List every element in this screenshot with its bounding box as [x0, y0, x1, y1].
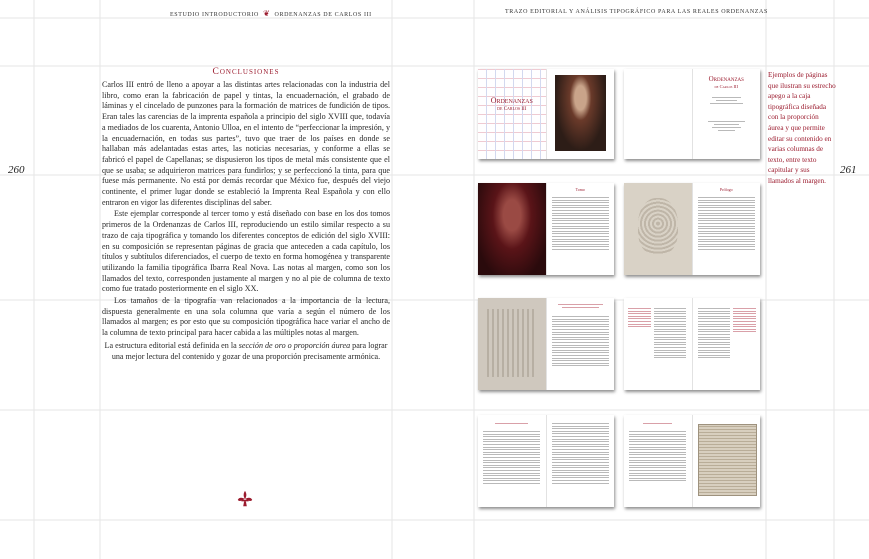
thumb-page: [692, 415, 761, 507]
closing-before: La estructura editorial está definida en la: [104, 340, 239, 350]
thumb-text-lines: [552, 197, 609, 251]
header-book-part: ESTUDIO INTRODUCTORIO: [170, 12, 259, 18]
thumb-engraving: [487, 309, 536, 377]
thumb-text-lines: [483, 431, 540, 485]
page-number-right: 261: [840, 164, 857, 176]
spread-title: [624, 69, 760, 159]
spread-engraving: [478, 298, 614, 390]
thumb-title-page-heading: Ordenanzas: [708, 75, 744, 83]
paragraph: Los tamaños de la tipografía van relacionados a la importancia de la lectura, dispuesta generalmente en una sola columna que varía a según el número de los llamados al margen; es por esto que su composición tipográfica hace variar el ancho de la columna de texto principal para hacer cabida a las múltiples notas al margen.: [102, 296, 390, 338]
thumb-chapter-title: Prólogo: [719, 187, 733, 192]
running-header-right: TRAZO EDITORIAL Y ANÁLISIS TIPOGRÁFICO PARA LAS REALES ORDENANZAS: [505, 9, 768, 15]
thumb-text-lines: [552, 316, 609, 368]
fleur-de-lis-icon: [236, 490, 254, 508]
spread-portrait: [478, 183, 614, 275]
thumb-note-lines: [733, 308, 756, 334]
closing-paragraph: [102, 341, 390, 362]
spread-manuscript: [624, 415, 760, 507]
thumb-text-lines: [654, 308, 686, 360]
thumb-heading-lines: [483, 423, 540, 426]
thumb-heading-lines: [552, 304, 609, 310]
page-number-left: 260: [8, 164, 25, 176]
thumb-page: [546, 69, 615, 159]
thumb-portrait-image: [555, 75, 607, 151]
thumb-heading-lines: [629, 423, 686, 426]
thumb-chapter-title: Tomo: [575, 187, 585, 192]
thumb-page: [478, 69, 546, 159]
thumb-text-lines: [698, 121, 755, 133]
thumb-note-lines: [628, 308, 651, 329]
thumb-page: [546, 298, 615, 390]
body-text: [102, 80, 390, 363]
thumb-title-page-sub: de Carlos III: [714, 84, 739, 89]
thumb-page: [692, 298, 761, 390]
thumb-page: [692, 183, 761, 275]
thumb-text-lines: [552, 423, 609, 485]
thumb-page: [624, 183, 692, 275]
ornament-icon: ❦: [263, 9, 271, 18]
thumb-text-lines: [698, 308, 730, 360]
paragraph: Este ejemplar corresponde al tercer tomo y está diseñado con base en los dos tomos primeros de la Ordenanzas de Carlos III, reproduciendo un estilo similar respecto a su trazo de caja tipográfica y tomando los diferentes conceptos de edición del siglo XVIII: en su composición se representan páginas de gracia que anteceden a cada capítulo, los títulos y subtítulos diferenciados, el cuerpo de texto en forma homogénea y transparente utilizando la familia tipográfica Ibarra Real Nova. Las notas al margen, como son los llamados del texto, corresponden justamente al margen y no al pie de columna de texto como fue tratado posteriormente en el siglo XX.: [102, 209, 390, 294]
paragraph: Carlos III entró de lleno a apoyar a las distintas artes relacionadas con la industria del libro, como eran la fabricación de papel y tintas, la encuadernación, el grabado de láminas y el cincelado de punzones para la formación de matrices de fundición de tipos. Eran tales las carencias de la imprenta española a principio del siglo XVIII que, todavía a mediados de los cuarenta, Antonio Ulloa, en el intento de “perfeccionar la impresión, y la encuadernación, en todas sus partes”, tuvo que traer de los países en donde se hallaban más adelantadas estas artes, las noticias necesarias, y conforme a ellas se fabricó el papel de Capellanas; se dispusieron los tipos de metal más consistente que el que se usaba; se adquirieron matrices para fundirlos; y se perfeccionó la tinta, para que fuese más permanente. No está por demás recordar que México fue, después del viejo continente, el primer lugar donde se estableció la Imprenta Real Española y con ello entraron en vigor las diferentes disciplinas del saber.: [102, 80, 390, 207]
closing-after: para lograr una mejor lectura del contenido y gozar de una proporción precisamente armónica.: [111, 340, 388, 361]
spread-margin-notes: [624, 298, 760, 390]
thumb-cover-subtitle: de Carlos III: [497, 107, 527, 112]
thumb-page: [624, 69, 692, 159]
thumb-page: [478, 183, 546, 275]
spread-cover: [478, 69, 614, 159]
thumb-page: [692, 69, 761, 159]
running-header-left: [170, 9, 370, 18]
spread-arms: [624, 183, 760, 275]
thumb-page: [624, 415, 692, 507]
thumb-page: [546, 415, 615, 507]
thumb-page: [624, 298, 692, 390]
thumb-page: [478, 298, 546, 390]
thumb-text-lines: [629, 431, 686, 483]
thumb-page: [546, 183, 615, 275]
thumb-text-lines: [698, 197, 755, 251]
thumb-text-lines: [698, 97, 755, 106]
thumb-cover-title: Ordenanzas: [490, 96, 533, 105]
thumb-page: [478, 415, 546, 507]
spread-text: [478, 415, 614, 507]
thumb-manuscript-image: [698, 424, 757, 496]
section-title: Conclusiones: [212, 67, 280, 77]
header-book-title: ORDENANZAS DE CARLOS III: [274, 12, 372, 18]
margin-note: Ejemplos de páginas que ilustran su estrecho apego a la caja tipográfica diseñada con la proporción áurea y que permite editar su contenido en varias columnas de texto, entre texto capitular y sus llamados al margen.: [768, 71, 836, 185]
thumb-coat-of-arms: [638, 198, 679, 255]
closing-emphasis: sección de oro o proporción áurea: [238, 340, 351, 350]
